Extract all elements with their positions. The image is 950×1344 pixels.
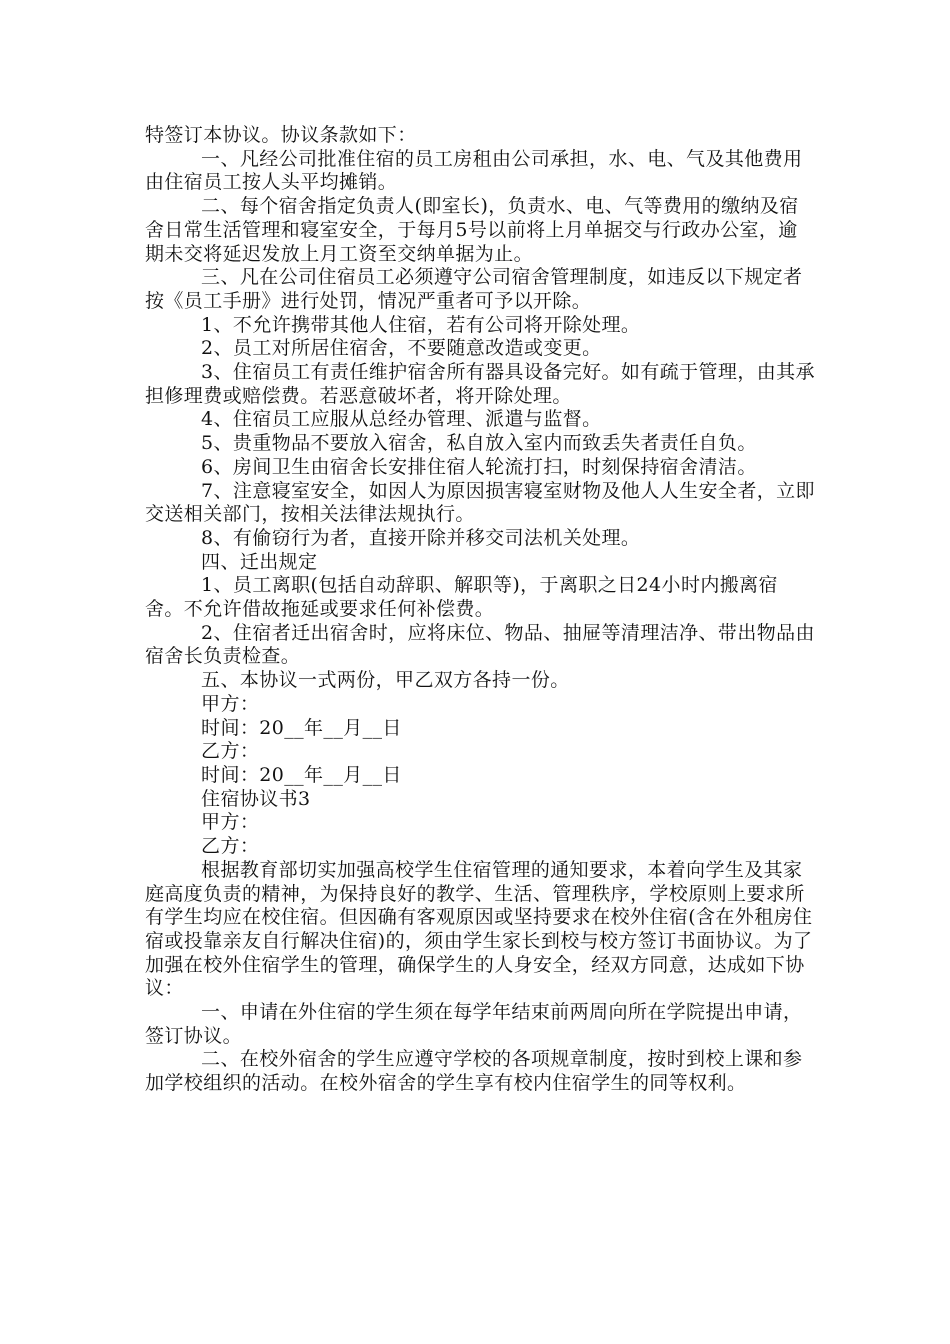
signature-line-party-a: 甲方：	[201, 811, 260, 834]
paragraph: 特签订本协议。协议条款如下：	[145, 124, 417, 146]
paragraph: 二、在校外宿舍的学生应遵守学校的各项规章制度，按时到校上课和参加学校组织的活动。在校外宿舍的学生享有校内住宿学生的同等权利。	[145, 1048, 803, 1095]
paragraph: 二、每个宿舍指定负责人(即室长)，负责水、电、气等费用的缴纳及宿舍日常生活管理和寝室安全，于每月5号以前将上月单据交与行政办公室，逾期未交将延迟发放上月工资至交纳单据为止。	[145, 195, 799, 265]
paragraph: 8、有偷窃行为者，直接开除并移交司法机关处理。	[201, 526, 641, 549]
document-body	[145, 124, 815, 1096]
paragraph: 4、住宿员工应服从总经办管理、派遣与监督。	[201, 408, 602, 431]
paragraph: 2、住宿者迁出宿舍时，应将床位、物品、抽屉等清理洁净、带出物品由宿舍长负责检查。	[145, 621, 815, 668]
signature-line-party-a: 甲方：	[201, 692, 260, 715]
paragraph: 5、贵重物品不要放入宿舍，私自放入室内而致丢失者责任自负。	[201, 432, 757, 455]
paragraph: 1、不允许携带其他人住宿，若有公司将开除处理。	[201, 313, 641, 336]
date-line: 时间：20__年__月__日	[201, 763, 402, 786]
paragraph: 一、凡经公司批准住宿的员工房租由公司承担，水、电、气及其他费用由住宿员工按人头平均摊销。	[145, 147, 803, 194]
paragraph: 四、迁出规定	[201, 550, 318, 573]
paragraph: 2、员工对所居住宿舍，不要随意改造或变更。	[201, 337, 602, 360]
paragraph: 三、凡在公司住宿员工必须遵守公司宿舍管理制度，如违反以下规定者按《员工手册》进行处罚，情况严重者可予以开除。	[145, 266, 803, 312]
signature-line-party-b: 乙方：	[201, 740, 260, 763]
paragraph: 根据教育部切实加强高校学生住宿管理的通知要求，本着向学生及其家庭高度负责的精神，为保持良好的教学、生活、管理秩序，学校原则上要求所有学生均应在校住宿。但因确有客观原因或坚持要求在校外住宿(含在外租房住宿或投靠亲友自行解决住宿)的，须由学生家长到校与校方签订书面协议。为了加强在校外住宿学生的管理，确保学生的人身安全，经双方同意，达成如下协议：	[145, 858, 813, 1000]
paragraph: 6、房间卫生由宿舍长安排住宿人轮流打扫，时刻保持宿舍清洁。	[201, 455, 757, 478]
date-line: 时间：20__年__月__日	[201, 716, 402, 739]
section-title: 住宿协议书3	[201, 787, 311, 810]
paragraph: 3、住宿员工有责任维护宿舍所有器具设备完好。如有疏于管理，由其承担修理费或赔偿费。若恶意破坏者，将开除处理。	[145, 361, 815, 407]
paragraph: 7、注意寝室安全，如因人为原因损害寝室财物及他人人生安全者，立即交送相关部门，按相关法律法规执行。	[145, 479, 815, 526]
paragraph: 一、申请在外住宿的学生须在每学年结束前两周向所在学院提出申请，签订协议。	[145, 1001, 803, 1047]
paragraph: 五、本协议一式两份，甲乙双方各持一份。	[201, 669, 570, 692]
paragraph: 1、员工离职(包括自动辞职、解职等)，于离职之日24小时内搬离宿舍。不允许借故拖延或要求任何补偿费。	[145, 574, 778, 621]
signature-line-party-b: 乙方：	[201, 835, 260, 858]
